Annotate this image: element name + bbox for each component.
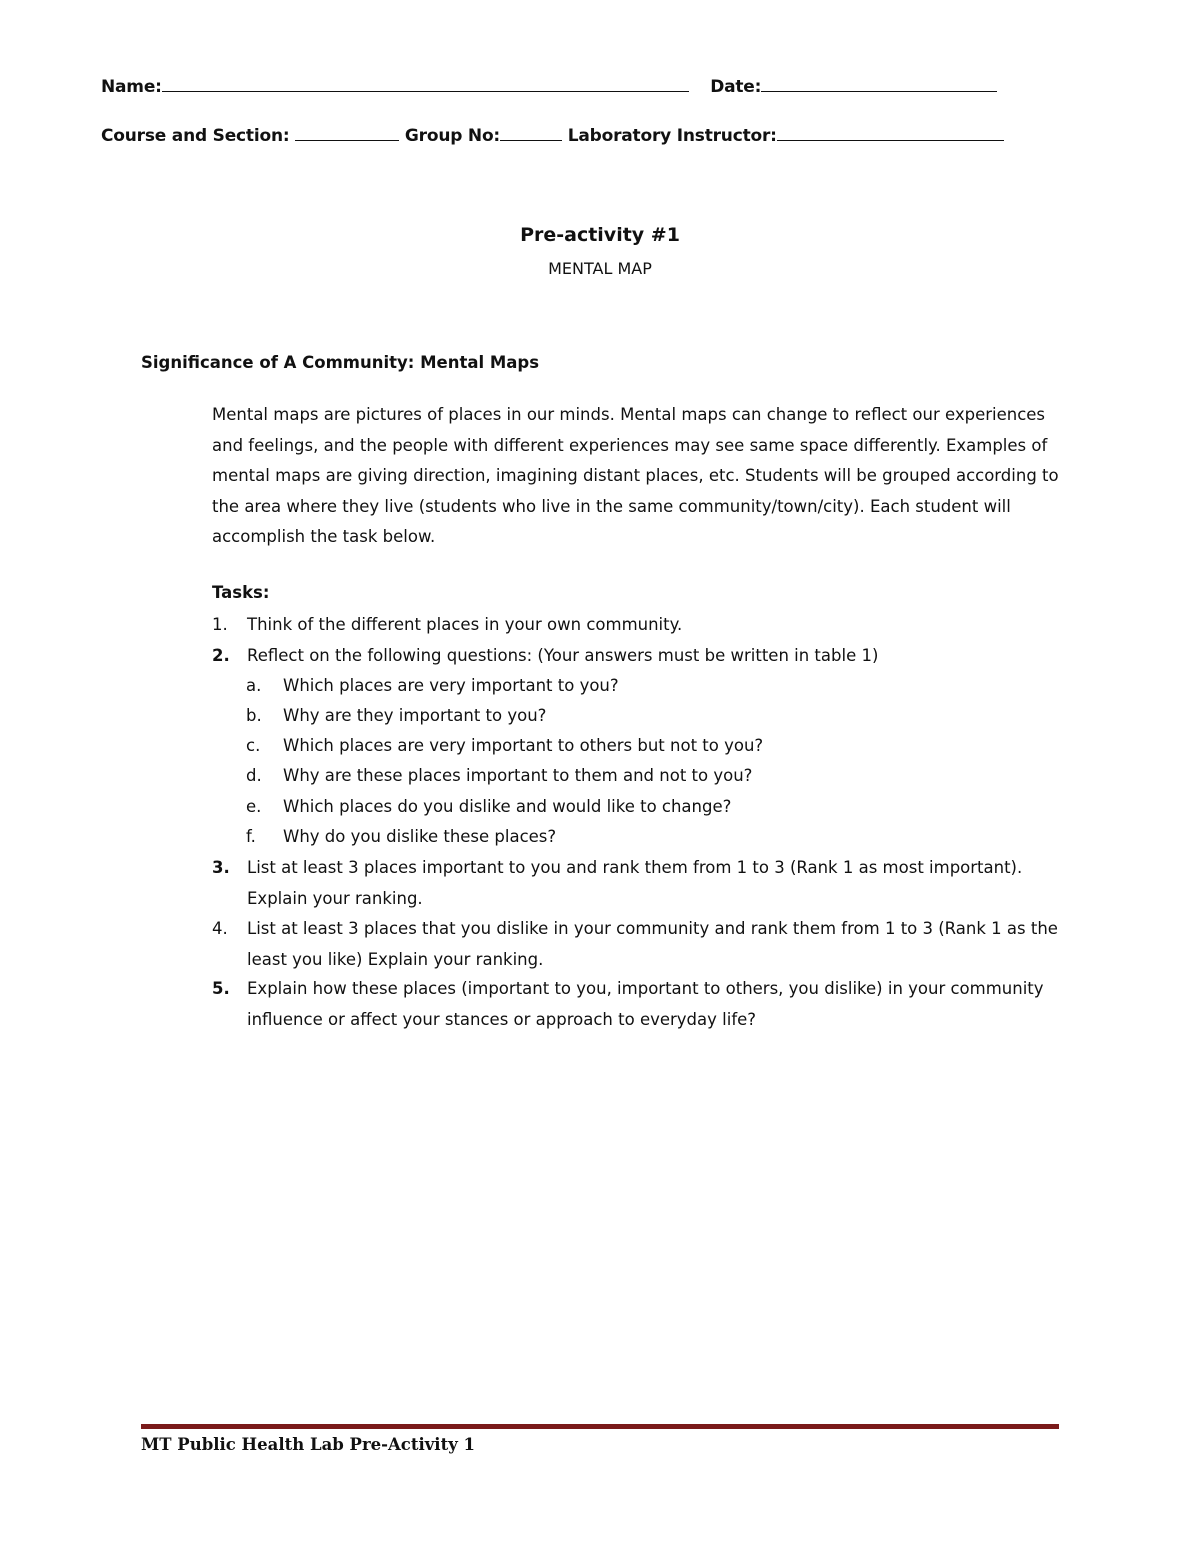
group-blank <box>500 123 562 141</box>
task-number: 5. <box>212 979 230 998</box>
task-item-5 <box>212 974 1072 1035</box>
subquestion-letter: b. <box>246 706 262 725</box>
subquestion-e <box>246 792 1046 823</box>
group-label: Group No: <box>404 126 501 146</box>
course-blank <box>295 123 399 141</box>
task-number: 4. <box>212 919 228 938</box>
task-text: List at least 3 places important to you and rank them from 1 to 3 (Rank 1 as most important). Explain your ranking. <box>247 858 1023 908</box>
intro-paragraph <box>212 400 1062 553</box>
task-item-2 <box>212 641 1072 672</box>
name-label: Name: <box>101 77 162 97</box>
subquestion-text: Which places are very important to you? <box>283 676 619 695</box>
subquestion-c <box>246 731 1046 762</box>
subquestion-letter: e. <box>246 797 262 816</box>
date-blank <box>761 74 997 92</box>
page-subtitle: MENTAL MAP <box>548 259 652 278</box>
task-item-1 <box>212 610 1072 641</box>
section-heading: Significance of A Community: Mental Maps <box>141 353 540 372</box>
footer-text: MT Public Health Lab Pre-Activity 1 <box>141 1435 476 1454</box>
task-text: List at least 3 places that you dislike in your community and rank them from 1 to 3 (Rank 1 as the least you like) Explain your ranking. <box>247 919 1058 969</box>
task-item-3 <box>212 853 1072 914</box>
header-line-course <box>101 123 1004 146</box>
subquestion-d <box>246 761 1046 792</box>
subquestion-letter: c. <box>246 736 261 755</box>
subquestion-text: Why do you dislike these places? <box>283 827 557 846</box>
subquestion-text: Which places do you dislike and would like to change? <box>283 797 732 816</box>
tasks-heading: Tasks: <box>212 583 270 602</box>
course-label: Course and Section: <box>101 126 290 146</box>
subquestion-a <box>246 671 1046 702</box>
page-title: Pre-activity #1 <box>520 224 680 246</box>
subquestion-letter: a. <box>246 676 262 695</box>
subquestion-text: Which places are very important to others but not to you? <box>283 736 764 755</box>
subquestion-letter: f. <box>246 827 256 846</box>
instructor-label: Laboratory Instructor: <box>567 126 777 146</box>
date-label: Date: <box>710 77 762 97</box>
intro-text: Mental maps are pictures of places in our minds. Mental maps can change to reflect our experiences and feelings, and the people with different experiences may see same space differently. Examples of mental maps are giving direction, imagining distant places, etc. Students will be grouped according to the area where they live (students who live in the same community/town/city). Each student will accomplish the task below. <box>212 405 1059 546</box>
task-number: 1. <box>212 615 228 634</box>
task-number: 3. <box>212 858 230 877</box>
subquestion-letter: d. <box>246 766 262 785</box>
footer-rule <box>141 1424 1059 1429</box>
task-item-4 <box>212 914 1072 975</box>
instructor-blank <box>777 123 1004 141</box>
task-text: Think of the different places in your own community. <box>247 615 683 634</box>
task-text: Reflect on the following questions: (Your answers must be written in table 1) <box>247 646 879 665</box>
subquestion-f <box>246 822 1046 853</box>
task-number: 2. <box>212 646 230 665</box>
subquestion-text: Why are these places important to them and not to you? <box>283 766 753 785</box>
subquestion-b <box>246 701 1046 732</box>
subquestion-text: Why are they important to you? <box>283 706 547 725</box>
header-line-name-date <box>101 74 997 97</box>
task-text: Explain how these places (important to you, important to others, you dislike) in your community influence or affect your stances or approach to everyday life? <box>247 979 1044 1029</box>
name-blank <box>162 74 689 92</box>
